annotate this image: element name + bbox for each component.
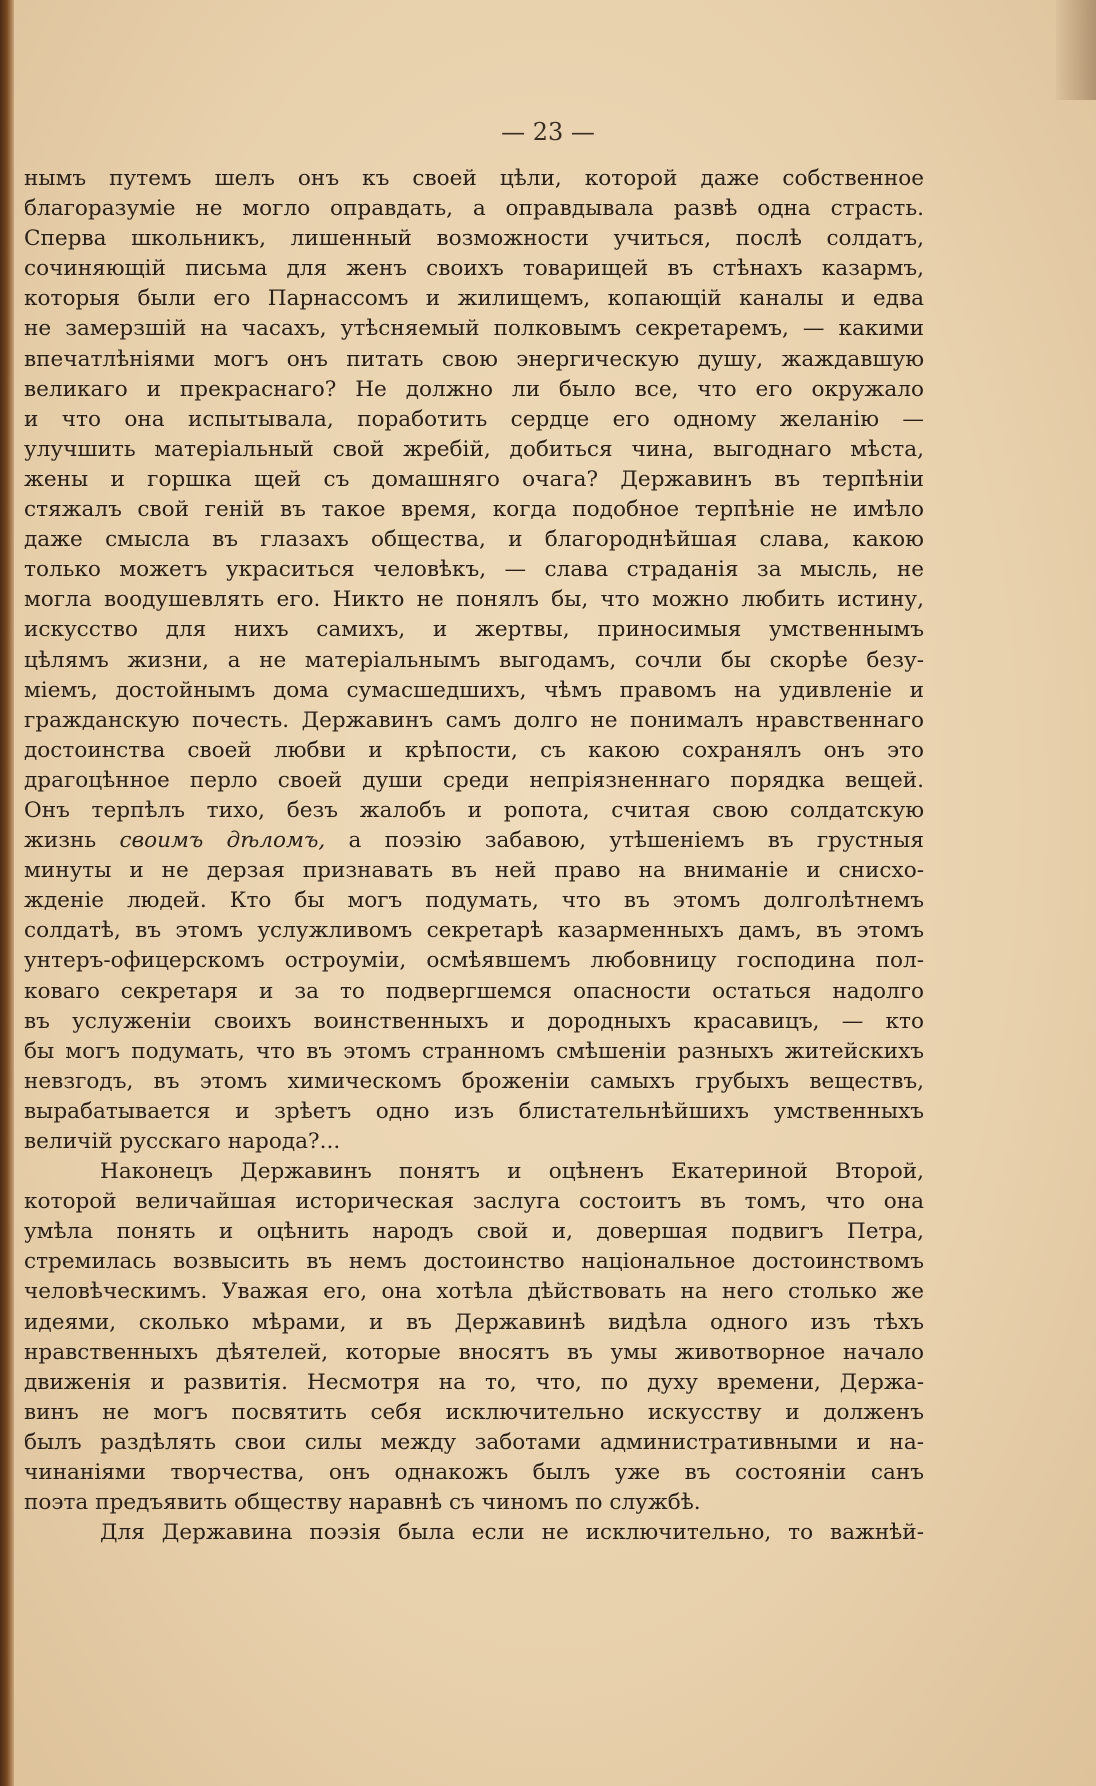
text-line: искусство для нихъ самихъ, и жертвы, приносимыя умственнымъ [24, 617, 924, 643]
text-line: сочиняющій письма для женъ своихъ товарищей въ стѣнахъ казармъ, [24, 256, 924, 282]
text-line: впечатлѣніями могъ онъ питать свою энергическую душу, жаждавшую [24, 346, 924, 372]
text-line: поэта предъявить обществу наравнѣ съ чиномъ по службѣ. [24, 1490, 701, 1516]
paragraph-start: Для Державина поэзія была если не исключительно, то важнѣй- [100, 1520, 924, 1546]
text-line: міемъ, достойнымъ дома сумасшедшихъ, чѣмъ правомъ на удивленіе и [24, 677, 924, 703]
text-line: только можетъ украситься человѣкъ, — слава страданія за мысль, не [24, 557, 924, 583]
text-fragment: жизнь [24, 828, 97, 854]
text-line-mixed [24, 826, 924, 856]
text-line: могла воодушевлять его. Никто не понялъ бы, что можно любить истину, [24, 587, 924, 613]
text-line: улучшить матеріальный свой жребій, добиться чина, выгоднаго мѣста, [24, 436, 924, 462]
text-line: Сперва школьникъ, лишенный возможности учиться, послѣ солдатъ, [24, 226, 924, 252]
text-line: невзгодъ, въ этомъ химическомъ броженіи самыхъ грубыхъ веществъ, [24, 1068, 924, 1094]
text-line: минуты и не дерзая признавать въ ней право на вниманіе и снисхо- [24, 858, 924, 884]
text-line: цѣлямъ жизни, а не матеріальнымъ выгодамъ, сочли бы скорѣе безу- [24, 647, 924, 673]
text-line: и что она испытывала, поработить сердце его одному желанію — [24, 406, 924, 432]
text-line: Онъ терпѣлъ тихо, безъ жалобъ и ропота, считая свою солдатскую [24, 797, 924, 823]
italic-phrase: своимъ дѣломъ, [119, 828, 326, 854]
paragraph-start: Наконецъ Державинъ понятъ и оцѣненъ Екатериной Второй, [100, 1159, 924, 1185]
text-line: винъ не могъ посвятить себя исключительно искусству и долженъ [24, 1399, 924, 1425]
text-line: былъ раздѣлять свои силы между заботами административными и на- [24, 1429, 924, 1455]
text-line: величій русскаго народа?... [24, 1129, 341, 1154]
text-line: коваго секретаря и за то подвергшемся опасности остаться надолго [24, 978, 924, 1004]
text-line: даже смысла въ глазахъ общества, и благороднѣйшая слава, какою [24, 527, 924, 553]
text-line: драгоцѣнное перло своей души среди непріязненнаго порядка вещей. [24, 767, 924, 793]
text-line: движенія и развитія. Несмотря на то, что, по духу времени, Держа- [24, 1369, 924, 1395]
page-number: — 23 — [501, 118, 595, 146]
text-line: идеями, сколько мѣрами, и въ Державинѣ видѣла одного изъ тѣхъ [24, 1309, 924, 1335]
book-spine [0, 0, 14, 1786]
text-line: чинаніями творчества, онъ однакожъ былъ уже въ состояніи санъ [24, 1460, 924, 1486]
text-line: бы могъ подумать, что въ этомъ странномъ смѣшеніи разныхъ житейскихъ [24, 1038, 924, 1064]
text-line: въ услуженіи своихъ воинственныхъ и дородныхъ красавицъ, — кто [24, 1008, 924, 1034]
text-line: жденіе людей. Кто бы могъ подумать, что въ этомъ долголѣтнемъ [24, 888, 924, 914]
text-line: благоразуміе не могло оправдать, а оправдывала развѣ одна страсть. [24, 196, 924, 222]
text-line: солдатѣ, въ этомъ услужливомъ секретарѣ казарменныхъ дамъ, въ этомъ [24, 918, 924, 944]
body-text [24, 164, 924, 1548]
text-fragment: а поэзію забавою, утѣшеніемъ въ грустныя [348, 828, 924, 854]
text-line: нравственныхъ дѣятелей, которые вносятъ въ умы животворное начало [24, 1339, 924, 1365]
text-line: великаго и прекраснаго? Не должно ли было все, что его окружало [24, 376, 924, 402]
text-line: которыя были его Парнассомъ и жилищемъ, копающій каналы и едва [24, 286, 924, 312]
text-line: умѣла понять и оцѣнить народъ свой и, довершая подвигъ Петра, [24, 1219, 924, 1245]
text-line: стяжалъ свой геній въ такое время, когда подобное терпѣніе не имѣло [24, 497, 924, 523]
text-line: жены и горшка щей съ домашняго очага? Державинъ въ терпѣніи [24, 466, 924, 492]
text-line: унтеръ-офицерскомъ остроуміи, осмѣявшемъ любовницу господина пол- [24, 948, 924, 974]
text-line: нымъ путемъ шелъ онъ къ своей цѣли, которой даже собственное [24, 166, 924, 191]
page-corner-shadow [1056, 0, 1096, 100]
text-line: достоинства своей любви и крѣпости, съ какою сохранялъ онъ это [24, 737, 924, 763]
text-line: не замерзшій на часахъ, утѣсняемый полковымъ секретаремъ, — какими [24, 316, 924, 342]
text-line: человѣческимъ. Уважая его, она хотѣла дѣйствовать на него столько же [24, 1279, 924, 1305]
text-line: вырабатывается и зрѣетъ одно изъ блистательнѣйшихъ умственныхъ [24, 1098, 924, 1124]
text-line: которой величайшая историческая заслуга состоитъ въ томъ, что она [24, 1189, 924, 1215]
text-line: гражданскую почесть. Державинъ самъ долго не понималъ нравственнаго [24, 707, 924, 733]
text-line: стремилась возвысить въ немъ достоинство національное достоинствомъ [24, 1249, 924, 1275]
